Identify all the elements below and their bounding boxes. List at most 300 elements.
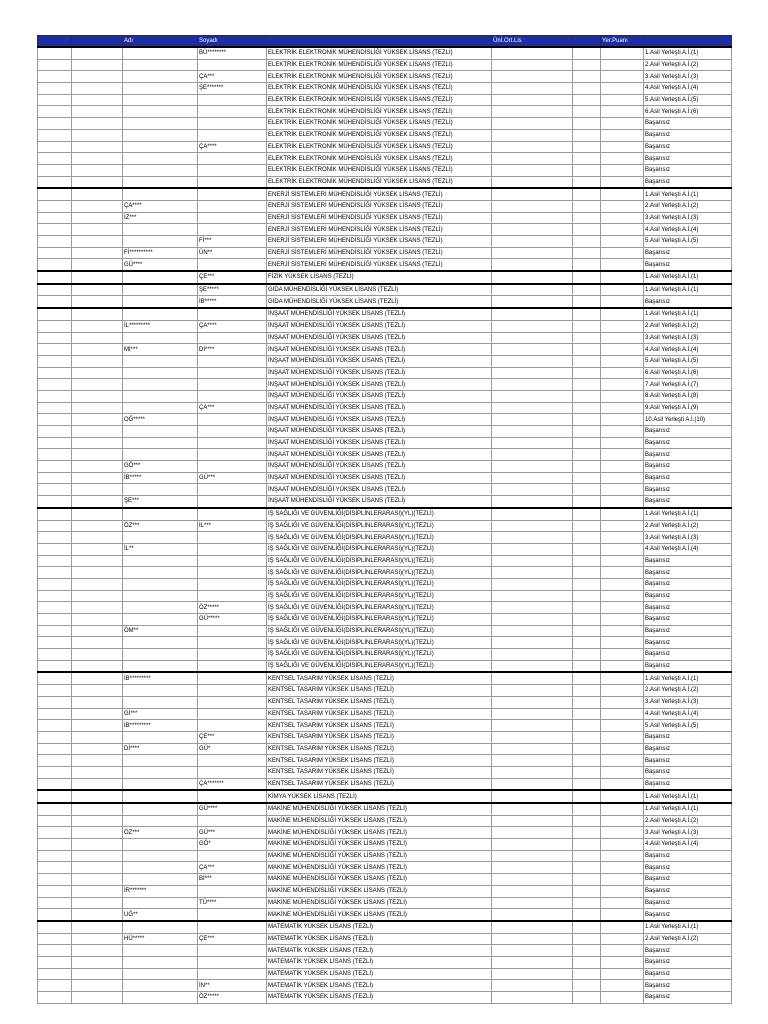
empty-cell	[38, 129, 72, 141]
program-cell: KENTSEL TASARIM YÜKSEK LİSANS (TEZLİ)	[267, 708, 492, 720]
gpa-cell	[492, 567, 573, 579]
score-cell	[601, 755, 644, 767]
table-row	[38, 461, 732, 473]
empty-cell	[573, 449, 601, 461]
first-name-cell	[123, 731, 198, 743]
empty-cell	[72, 94, 123, 106]
gpa-cell	[492, 897, 573, 909]
empty-cell	[38, 790, 72, 803]
empty-cell	[573, 106, 601, 118]
empty-cell	[72, 426, 123, 438]
score-cell	[601, 496, 644, 508]
result-cell: 1.Asil Yerleşti A.İ.(1)	[644, 803, 732, 815]
score-cell	[601, 992, 644, 1004]
first-name-cell	[123, 94, 198, 106]
program-cell: GIDA MÜHENDİSLİĞİ YÜKSEK LİSANS (TEZLİ)	[267, 284, 492, 296]
last-name-cell	[198, 672, 267, 684]
last-name-cell	[198, 685, 267, 697]
empty-cell	[573, 980, 601, 992]
program-cell: ELEKTRİK ELEKTRONİK MÜHENDİSLİĞİ YÜKSEK LİSANS (TEZLİ)	[267, 164, 492, 176]
empty-cell	[72, 874, 123, 886]
score-cell	[601, 956, 644, 968]
score-cell	[601, 484, 644, 496]
result-cell: 3.Asil Yerleşti A.İ.(3)	[644, 212, 732, 224]
first-name-cell	[123, 839, 198, 851]
results-table	[37, 35, 732, 1004]
last-name-cell: İB*****	[198, 296, 267, 308]
gpa-cell	[492, 71, 573, 83]
empty-cell	[72, 367, 123, 379]
first-name-cell	[123, 956, 198, 968]
first-name-cell	[123, 945, 198, 957]
first-name-cell	[123, 637, 198, 649]
last-name-cell	[198, 164, 267, 176]
empty-cell	[72, 755, 123, 767]
result-cell: Başarısız	[644, 968, 732, 980]
result-cell: Başarısız	[644, 567, 732, 579]
result-cell: Başarısız	[644, 141, 732, 153]
first-name-cell	[123, 355, 198, 367]
empty-cell	[573, 755, 601, 767]
table-row	[38, 731, 732, 743]
empty-cell	[72, 578, 123, 590]
first-name-cell	[123, 426, 198, 438]
score-cell	[601, 402, 644, 414]
empty-cell	[573, 332, 601, 344]
table-row	[38, 402, 732, 414]
program-cell: İNŞAAT MÜHENDİSLİĞİ YÜKSEK LİSANS (TEZLİ)	[267, 437, 492, 449]
gpa-cell	[492, 461, 573, 473]
empty-cell	[573, 355, 601, 367]
last-name-cell: ÇA***	[198, 402, 267, 414]
gpa-cell	[492, 426, 573, 438]
result-cell: Başarısız	[644, 850, 732, 862]
gpa-cell	[492, 933, 573, 945]
gpa-cell	[492, 141, 573, 153]
table-row	[38, 555, 732, 567]
empty-cell	[573, 672, 601, 684]
last-name-cell	[198, 968, 267, 980]
gpa-cell	[492, 803, 573, 815]
empty-cell	[573, 484, 601, 496]
result-cell: Başarısız	[644, 956, 732, 968]
result-cell: Başarısız	[644, 578, 732, 590]
program-cell: MAKİNE MÜHENDİSLİĞİ YÜKSEK LİSANS (TEZLİ)	[267, 839, 492, 851]
empty-cell	[573, 472, 601, 484]
last-name-cell	[198, 153, 267, 165]
table-row	[38, 59, 732, 71]
empty-cell	[72, 815, 123, 827]
first-name-cell: GÖ***	[123, 461, 198, 473]
last-name-cell: Fİ***	[198, 236, 267, 248]
first-name-cell	[123, 532, 198, 544]
program-cell: MATEMATİK YÜKSEK LİSANS (TEZLİ)	[267, 968, 492, 980]
last-name-cell	[198, 437, 267, 449]
empty-cell	[72, 59, 123, 71]
first-name-cell	[123, 874, 198, 886]
score-cell	[601, 106, 644, 118]
score-cell	[601, 236, 644, 248]
table-row	[38, 426, 732, 438]
score-cell	[601, 731, 644, 743]
result-cell: Başarısız	[644, 992, 732, 1004]
last-name-cell	[198, 696, 267, 708]
empty-cell	[38, 555, 72, 567]
table-row	[38, 284, 732, 296]
empty-cell	[573, 259, 601, 271]
program-cell: İŞ SAĞLIĞI VE GÜVENLİĞİ(DİSİPLİNLERARASI)(YL)(TEZLİ)	[267, 567, 492, 579]
empty-cell	[38, 945, 72, 957]
score-cell	[601, 803, 644, 815]
empty-cell	[38, 815, 72, 827]
gpa-cell	[492, 296, 573, 308]
first-name-cell	[123, 308, 198, 320]
result-cell: Başarısız	[644, 176, 732, 188]
result-cell: Başarısız	[644, 755, 732, 767]
first-name-cell	[123, 850, 198, 862]
empty-cell	[573, 47, 601, 59]
last-name-cell	[198, 94, 267, 106]
score-cell	[601, 743, 644, 755]
last-name-cell	[198, 909, 267, 921]
empty-cell	[72, 731, 123, 743]
empty-cell	[72, 803, 123, 815]
score-cell	[601, 543, 644, 555]
first-name-cell	[123, 164, 198, 176]
gpa-cell	[492, 153, 573, 165]
result-cell: Başarısız	[644, 437, 732, 449]
result-cell: Başarısız	[644, 637, 732, 649]
empty-cell	[38, 344, 72, 356]
last-name-cell: GÖ*	[198, 839, 267, 851]
last-name-cell: ÖZ*****	[198, 992, 267, 1004]
empty-cell	[72, 164, 123, 176]
empty-cell	[72, 567, 123, 579]
score-cell	[601, 247, 644, 259]
table-row	[38, 696, 732, 708]
empty-cell	[38, 153, 72, 165]
score-cell	[601, 118, 644, 130]
table-row	[38, 236, 732, 248]
program-cell: MATEMATİK YÜKSEK LİSANS (TEZLİ)	[267, 921, 492, 933]
empty-cell	[72, 200, 123, 212]
empty-cell	[38, 520, 72, 532]
program-cell: İNŞAAT MÜHENDİSLİĞİ YÜKSEK LİSANS (TEZLİ)	[267, 472, 492, 484]
score-cell	[601, 637, 644, 649]
first-name-cell: İZ***	[123, 212, 198, 224]
empty-cell	[72, 614, 123, 626]
result-cell: Başarısız	[644, 602, 732, 614]
gpa-cell	[492, 320, 573, 332]
empty-cell	[573, 212, 601, 224]
last-name-cell	[198, 921, 267, 933]
empty-cell	[72, 224, 123, 236]
table-row	[38, 449, 732, 461]
result-cell: Başarısız	[644, 484, 732, 496]
gpa-cell	[492, 484, 573, 496]
empty-cell	[573, 508, 601, 520]
last-name-cell	[198, 956, 267, 968]
empty-cell	[38, 839, 72, 851]
last-name-cell: GÜ*****	[198, 614, 267, 626]
empty-cell	[38, 106, 72, 118]
first-name-cell	[123, 567, 198, 579]
result-cell: 2.Asil Yerleşti A.İ.(2)	[644, 815, 732, 827]
program-cell: ELEKTRİK ELEKTRONİK MÜHENDİSLİĞİ YÜKSEK LİSANS (TEZLİ)	[267, 118, 492, 130]
score-cell	[601, 685, 644, 697]
score-cell	[601, 472, 644, 484]
empty-cell	[72, 909, 123, 921]
gpa-cell	[492, 236, 573, 248]
last-name-cell: ÖZ*****	[198, 602, 267, 614]
last-name-cell: ÇA****	[198, 320, 267, 332]
empty-cell	[38, 743, 72, 755]
result-cell: 4.Asil Yerleşti A.İ.(4)	[644, 83, 732, 95]
program-cell: MAKİNE MÜHENDİSLİĞİ YÜKSEK LİSANS (TEZLİ)	[267, 897, 492, 909]
score-cell	[601, 885, 644, 897]
empty-cell	[573, 956, 601, 968]
empty-cell	[72, 897, 123, 909]
first-name-cell	[123, 755, 198, 767]
program-cell: ELEKTRİK ELEKTRONİK MÜHENDİSLİĞİ YÜKSEK LİSANS (TEZLİ)	[267, 83, 492, 95]
gpa-cell	[492, 909, 573, 921]
empty-cell	[573, 520, 601, 532]
program-cell: İNŞAAT MÜHENDİSLİĞİ YÜKSEK LİSANS (TEZLİ)	[267, 426, 492, 438]
last-name-cell	[198, 649, 267, 661]
last-name-cell	[198, 308, 267, 320]
empty-cell	[38, 141, 72, 153]
program-cell: İŞ SAĞLIĞI VE GÜVENLİĞİ(DİSİPLİNLERARASI)(YL)(TEZLİ)	[267, 555, 492, 567]
score-cell	[601, 827, 644, 839]
program-cell: İNŞAAT MÜHENDİSLİĞİ YÜKSEK LİSANS (TEZLİ)	[267, 332, 492, 344]
result-cell: 5.Asil Yerleşti A.İ.(5)	[644, 355, 732, 367]
table-row	[38, 47, 732, 59]
empty-cell	[38, 614, 72, 626]
empty-cell	[573, 590, 601, 602]
last-name-cell	[198, 426, 267, 438]
first-name-cell: Gİ***	[123, 708, 198, 720]
empty-cell	[72, 414, 123, 426]
gpa-cell	[492, 212, 573, 224]
last-name-cell: ÜN**	[198, 247, 267, 259]
empty-cell	[38, 897, 72, 909]
empty-cell	[573, 555, 601, 567]
gpa-cell	[492, 968, 573, 980]
result-cell: 2.Asil Yerleşti A.İ.(2)	[644, 200, 732, 212]
last-name-cell	[198, 555, 267, 567]
last-name-cell	[198, 766, 267, 778]
table-row	[38, 897, 732, 909]
table-row	[38, 968, 732, 980]
result-cell: 1.Asil Yerleşti A.İ.(1)	[644, 921, 732, 933]
result-cell: Başarısız	[644, 461, 732, 473]
result-cell: Başarısız	[644, 778, 732, 790]
first-name-cell: ÇA****	[123, 200, 198, 212]
program-cell: İNŞAAT MÜHENDİSLİĞİ YÜKSEK LİSANS (TEZLİ)	[267, 379, 492, 391]
program-cell: ELEKTRİK ELEKTRONİK MÜHENDİSLİĞİ YÜKSEK LİSANS (TEZLİ)	[267, 153, 492, 165]
empty-cell	[72, 188, 123, 200]
score-cell	[601, 980, 644, 992]
score-cell	[601, 578, 644, 590]
first-name-cell	[123, 71, 198, 83]
program-cell: MAKİNE MÜHENDİSLİĞİ YÜKSEK LİSANS (TEZLİ)	[267, 827, 492, 839]
result-cell: Başarısız	[644, 862, 732, 874]
empty-cell	[573, 992, 601, 1004]
result-cell: 6.Asil Yerleşti A.İ.(6)	[644, 367, 732, 379]
table-row	[38, 921, 732, 933]
program-cell: ELEKTRİK ELEKTRONİK MÜHENDİSLİĞİ YÜKSEK LİSANS (TEZLİ)	[267, 176, 492, 188]
table-row	[38, 508, 732, 520]
result-cell: 4.Asil Yerleşti A.İ.(4)	[644, 344, 732, 356]
table-body	[38, 47, 732, 1003]
first-name-cell: ÖM**	[123, 625, 198, 637]
first-name-cell	[123, 508, 198, 520]
score-cell	[601, 508, 644, 520]
program-cell: ENERJİ SİSTEMLERİ MÜHENDİSLİĞİ YÜKSEK LİSANS (TEZLİ)	[267, 188, 492, 200]
last-name-cell	[198, 755, 267, 767]
result-cell: Başarısız	[644, 153, 732, 165]
last-name-cell: İL***	[198, 520, 267, 532]
result-cell: 3.Asil Yerleşti A.İ.(3)	[644, 332, 732, 344]
program-cell: KENTSEL TASARIM YÜKSEK LİSANS (TEZLİ)	[267, 755, 492, 767]
empty-cell	[573, 188, 601, 200]
gpa-cell	[492, 449, 573, 461]
empty-cell	[72, 390, 123, 402]
result-cell: 1.Asil Yerleşti A.İ.(1)	[644, 308, 732, 320]
empty-cell	[38, 956, 72, 968]
gpa-cell	[492, 660, 573, 672]
score-cell	[601, 449, 644, 461]
first-name-cell	[123, 968, 198, 980]
gpa-cell	[492, 815, 573, 827]
gpa-cell	[492, 790, 573, 803]
table-row	[38, 625, 732, 637]
empty-cell	[38, 850, 72, 862]
gpa-cell	[492, 402, 573, 414]
empty-cell	[72, 850, 123, 862]
empty-cell	[573, 284, 601, 296]
header-cell	[72, 36, 123, 48]
first-name-cell	[123, 649, 198, 661]
program-cell: MAKİNE MÜHENDİSLİĞİ YÜKSEK LİSANS (TEZLİ)	[267, 850, 492, 862]
last-name-cell	[198, 59, 267, 71]
last-name-cell	[198, 660, 267, 672]
program-cell: MAKİNE MÜHENDİSLİĞİ YÜKSEK LİSANS (TEZLİ)	[267, 885, 492, 897]
program-cell: KENTSEL TASARIM YÜKSEK LİSANS (TEZLİ)	[267, 731, 492, 743]
score-cell	[601, 47, 644, 59]
gpa-cell	[492, 367, 573, 379]
program-cell: İNŞAAT MÜHENDİSLİĞİ YÜKSEK LİSANS (TEZLİ)	[267, 355, 492, 367]
gpa-cell	[492, 472, 573, 484]
empty-cell	[573, 945, 601, 957]
first-name-cell	[123, 921, 198, 933]
empty-cell	[573, 437, 601, 449]
table-row	[38, 437, 732, 449]
score-cell	[601, 590, 644, 602]
empty-cell	[72, 484, 123, 496]
empty-cell	[72, 247, 123, 259]
empty-cell	[72, 766, 123, 778]
result-cell: 4.Asil Yerleşti A.İ.(4)	[644, 839, 732, 851]
empty-cell	[72, 402, 123, 414]
result-cell: Başarısız	[644, 980, 732, 992]
empty-cell	[573, 933, 601, 945]
program-cell: KENTSEL TASARIM YÜKSEK LİSANS (TEZLİ)	[267, 720, 492, 732]
score-cell	[601, 271, 644, 284]
empty-cell	[38, 685, 72, 697]
empty-cell	[573, 637, 601, 649]
table-row	[38, 614, 732, 626]
empty-cell	[573, 426, 601, 438]
program-cell: İŞ SAĞLIĞI VE GÜVENLİĞİ(DİSİPLİNLERARASI)(YL)(TEZLİ)	[267, 602, 492, 614]
table-row	[38, 83, 732, 95]
empty-cell	[72, 212, 123, 224]
table-row	[38, 992, 732, 1004]
empty-cell	[573, 308, 601, 320]
empty-cell	[573, 720, 601, 732]
program-cell: İNŞAAT MÜHENDİSLİĞİ YÜKSEK LİSANS (TEZLİ)	[267, 308, 492, 320]
empty-cell	[72, 83, 123, 95]
table-row	[38, 164, 732, 176]
gpa-cell	[492, 980, 573, 992]
last-name-cell	[198, 106, 267, 118]
table-row	[38, 672, 732, 684]
score-cell	[601, 614, 644, 626]
result-cell: 1.Asil Yerleşti A.İ.(1)	[644, 188, 732, 200]
header-soyadi: Soyadı	[198, 36, 267, 48]
result-cell: 3.Asil Yerleşti A.İ.(3)	[644, 827, 732, 839]
score-cell	[601, 555, 644, 567]
program-cell: İNŞAAT MÜHENDİSLİĞİ YÜKSEK LİSANS (TEZLİ)	[267, 496, 492, 508]
score-cell	[601, 176, 644, 188]
header-adi: Adı	[123, 36, 198, 48]
score-cell	[601, 296, 644, 308]
first-name-cell	[123, 685, 198, 697]
empty-cell	[38, 731, 72, 743]
empty-cell	[573, 862, 601, 874]
table-row	[38, 649, 732, 661]
empty-cell	[72, 862, 123, 874]
first-name-cell: İB*********	[123, 720, 198, 732]
program-cell: ENERJİ SİSTEMLERİ MÜHENDİSLİĞİ YÜKSEK LİSANS (TEZLİ)	[267, 200, 492, 212]
last-name-cell: ÇA*******	[198, 778, 267, 790]
first-name-cell	[123, 83, 198, 95]
last-name-cell: GÜ*	[198, 743, 267, 755]
empty-cell	[72, 461, 123, 473]
empty-cell	[38, 532, 72, 544]
score-cell	[601, 344, 644, 356]
empty-cell	[573, 708, 601, 720]
first-name-cell	[123, 484, 198, 496]
gpa-cell	[492, 637, 573, 649]
program-cell: İŞ SAĞLIĞI VE GÜVENLİĞİ(DİSİPLİNLERARASI)(YL)(TEZLİ)	[267, 649, 492, 661]
program-cell: İŞ SAĞLIĞI VE GÜVENLİĞİ(DİSİPLİNLERARASI)(YL)(TEZLİ)	[267, 660, 492, 672]
empty-cell	[38, 176, 72, 188]
empty-cell	[72, 71, 123, 83]
gpa-cell	[492, 532, 573, 544]
empty-cell	[573, 778, 601, 790]
empty-cell	[38, 660, 72, 672]
last-name-cell	[198, 118, 267, 130]
empty-cell	[38, 766, 72, 778]
program-cell: MATEMATİK YÜKSEK LİSANS (TEZLİ)	[267, 956, 492, 968]
empty-cell	[38, 414, 72, 426]
empty-cell	[573, 743, 601, 755]
program-cell: İŞ SAĞLIĞI VE GÜVENLİĞİ(DİSİPLİNLERARASI)(YL)(TEZLİ)	[267, 637, 492, 649]
empty-cell	[72, 344, 123, 356]
score-cell	[601, 862, 644, 874]
result-cell: 4.Asil Yerleşti A.İ.(4)	[644, 543, 732, 555]
